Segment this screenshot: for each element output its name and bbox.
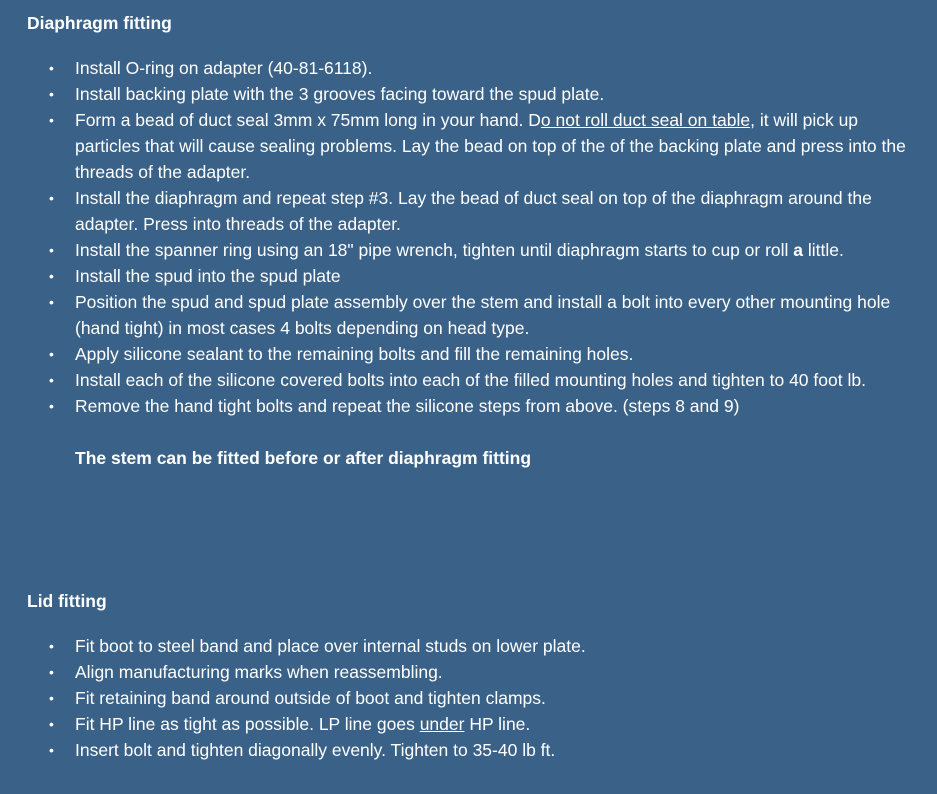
section-lid-fitting	[27, 588, 907, 763]
bullet-icon: •	[49, 60, 54, 76]
bullet-icon: •	[49, 690, 54, 706]
section-diaphragm-fitting	[27, 10, 907, 471]
bold-text: a	[793, 240, 804, 260]
list-item: • Fit boot to steel band and place over internal studs on lower plate.	[27, 633, 907, 659]
bullet-icon: •	[49, 190, 54, 206]
underlined-text: o not roll duct seal on table	[540, 110, 751, 130]
list-item: • Apply silicone sealant to the remaining bolts and fill the remaining holes.	[27, 341, 907, 367]
bullet-icon: •	[49, 346, 54, 362]
bullet-icon: •	[49, 664, 54, 680]
bullet-icon: •	[49, 112, 54, 128]
list-item: • Position the spud and spud plate assembly over the stem and install a bolt into every other mounting hole (hand tight) in most cases 4 bolts depending on head type.	[27, 289, 907, 341]
list-item: • Fit retaining band around outside of boot and tighten clamps.	[27, 685, 907, 711]
underlined-text: under	[419, 714, 465, 734]
bullet-icon: •	[49, 716, 54, 732]
bullet-icon: •	[49, 638, 54, 654]
list-item: • Install the spud into the spud plate	[27, 263, 907, 289]
list-item: • Form a bead of duct seal 3mm x 75mm long in your hand. Do not roll duct seal on table, it will pick up particles that will cause sealing problems. Lay the bead on top of the of the backing plate and press into the threads of the adapter.	[27, 107, 907, 185]
bullet-icon: •	[49, 242, 54, 258]
list-item: • Insert bolt and tighten diagonally evenly. Tighten to 35-40 lb ft.	[27, 737, 907, 763]
bullet-list	[27, 633, 907, 763]
list-item: • Install backing plate with the 3 grooves facing toward the spud plate.	[27, 81, 907, 107]
bullet-icon: •	[49, 372, 54, 388]
list-item: • Install each of the silicone covered bolts into each of the filled mounting holes and tighten to 40 foot lb.	[27, 367, 907, 393]
bullet-icon: •	[49, 398, 54, 414]
section-heading: Lid fitting	[27, 591, 107, 611]
list-item: • Install O-ring on adapter (40-81-6118).	[27, 55, 907, 81]
list-item: • Install the diaphragm and repeat step #3. Lay the bead of duct seal on top of the diaphragm around the adapter. Press into threads of the adapter.	[27, 185, 907, 237]
bullet-icon: •	[49, 294, 54, 310]
list-item: • Align manufacturing marks when reassembling.	[27, 659, 907, 685]
list-item: • Install the spanner ring using an 18" pipe wrench, tighten until diaphragm starts to cup or roll a little.	[27, 237, 907, 263]
list-item: • Fit HP line as tight as possible. LP line goes under HP line.	[27, 711, 907, 737]
bullet-icon: •	[49, 742, 54, 758]
bullet-icon: •	[49, 86, 54, 102]
list-item: • Remove the hand tight bolts and repeat the silicone steps from above. (steps 8 and 9)	[27, 393, 907, 419]
bullet-icon: •	[49, 268, 54, 284]
stem-note: The stem can be fitted before or after diaphragm fitting	[75, 448, 532, 468]
section-heading: Diaphragm fitting	[27, 13, 172, 33]
bullet-list	[27, 55, 907, 419]
